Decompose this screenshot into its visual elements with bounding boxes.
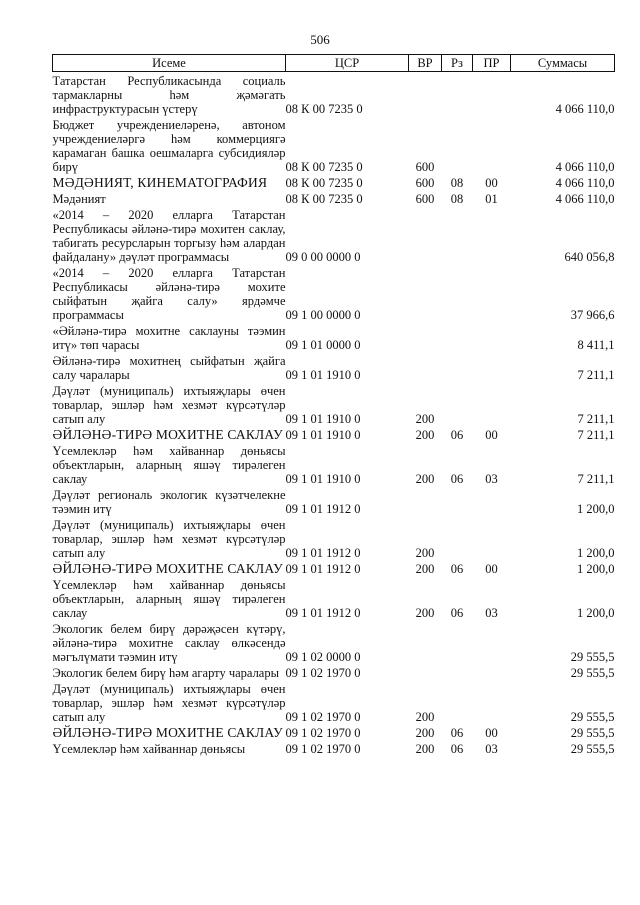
header-rz: Рз — [442, 55, 473, 72]
row-pr: 03 — [485, 742, 498, 756]
row-pr — [473, 382, 511, 426]
table-row — [53, 72, 615, 117]
row-pr — [473, 72, 511, 117]
row-csr: 09 1 01 1910 0 — [285, 472, 361, 486]
row-vr: 200 — [415, 428, 435, 442]
header-name: Исеме — [53, 55, 286, 72]
table-row — [53, 620, 615, 664]
row-rz — [442, 264, 473, 322]
row-rz: 06 — [450, 742, 464, 756]
row-sum: 4 066 110,0 — [555, 102, 615, 116]
row-csr: 08 К 00 7235 0 — [285, 192, 363, 206]
row-vr: 200 — [415, 710, 435, 724]
row-vr — [409, 664, 442, 680]
row-name: ӘЙЛӘНӘ-ТИРӘ МОХИТНЕ САКЛАУ — [52, 427, 283, 442]
row-rz — [442, 680, 473, 724]
row-vr: 200 — [415, 562, 435, 576]
row-csr: 09 1 02 1970 0 — [285, 710, 361, 724]
row-csr: 09 1 02 1970 0 — [285, 666, 361, 680]
row-pr — [473, 206, 511, 264]
row-pr — [473, 620, 511, 664]
row-name: Татарстан Республикасында социаль тармакларны һәм җәмәгать инфраструктурасын үстерү — [52, 74, 286, 116]
row-csr: 09 1 01 1910 0 — [285, 368, 361, 382]
row-name: Үсемлекләр һәм хайваннар дөньясы объектларын, аларның яшәү тирәлеген саклау — [52, 578, 286, 620]
table-row — [53, 190, 615, 206]
table-row — [53, 724, 615, 740]
table-header-row — [53, 55, 615, 72]
row-sum: 7 211,1 — [577, 428, 615, 442]
row-name: «2014 – 2020 елларга Татарстан Республикасы әйләнә-тирә мохите сыйфатын җайга салу» ярдәмче программасы — [52, 266, 286, 322]
row-name: Дәүләт (муниципаль) ихтыяҗлары өчен товарлар, эшләр һәм хезмәт күрсәтүләр сатып алу — [52, 384, 286, 426]
header-sum: Суммасы — [511, 55, 615, 72]
row-pr — [473, 352, 511, 382]
row-name: «2014 – 2020 елларга Татарстан Республикасы әйләнә-тирә мохитен саклау, табигать ресурсларын торгызу һәм алардан файдалану» дәүләт программасы — [52, 208, 286, 264]
row-rz — [442, 116, 473, 174]
row-rz — [442, 516, 473, 560]
row-csr: 08 К 00 7235 0 — [285, 176, 363, 190]
row-csr: 08 К 00 7235 0 — [285, 102, 363, 116]
row-name: Мәдәният — [52, 192, 106, 206]
row-pr — [473, 322, 511, 352]
table-row — [53, 322, 615, 352]
row-rz — [442, 352, 473, 382]
table-row — [53, 382, 615, 426]
row-vr: 200 — [415, 472, 435, 486]
row-sum: 29 555,5 — [570, 726, 615, 740]
row-rz: 06 — [450, 562, 464, 576]
row-name: Үсемлекләр һәм хайваннар дөньясы объектларын, аларның яшәү тирәлеген саклау — [52, 444, 286, 486]
row-sum: 1 200,0 — [577, 502, 615, 516]
row-rz — [442, 664, 473, 680]
row-rz: 06 — [450, 606, 464, 620]
row-vr — [409, 206, 442, 264]
row-vr: 200 — [415, 412, 435, 426]
row-vr — [409, 72, 442, 117]
row-name: Үсемлекләр һәм хайваннар дөньясы — [52, 742, 246, 756]
row-pr: 01 — [485, 192, 498, 206]
row-rz — [442, 382, 473, 426]
row-csr: 09 1 02 0000 0 — [285, 650, 361, 664]
row-vr: 200 — [415, 546, 435, 560]
row-csr: 09 1 00 0000 0 — [285, 308, 361, 322]
row-rz — [442, 620, 473, 664]
row-csr: 08 К 00 7235 0 — [285, 160, 363, 174]
row-csr: 09 1 01 0000 0 — [285, 338, 361, 352]
row-pr: 03 — [485, 606, 498, 620]
header-vr: ВР — [409, 55, 442, 72]
row-name: МӘДӘНИЯТ, КИНЕМАТОГРАФИЯ — [52, 175, 268, 190]
row-name: ӘЙЛӘНӘ-ТИРӘ МОХИТНЕ САКЛАУ — [52, 561, 283, 576]
table-row — [53, 174, 615, 190]
row-sum: 29 555,5 — [570, 742, 615, 756]
row-sum: 7 211,1 — [577, 472, 615, 486]
row-pr — [473, 264, 511, 322]
row-pr: 00 — [485, 562, 498, 576]
row-rz: 06 — [450, 428, 464, 442]
row-sum: 4 066 110,0 — [555, 192, 615, 206]
row-pr — [473, 516, 511, 560]
budget-table — [52, 54, 615, 756]
row-pr — [473, 116, 511, 174]
row-name: Экологик белем бирү һәм агарту чаралары — [52, 666, 280, 680]
row-csr: 09 1 02 1970 0 — [285, 726, 361, 740]
table-row — [53, 576, 615, 620]
table-row — [53, 516, 615, 560]
row-rz: 06 — [450, 726, 464, 740]
row-sum: 29 555,5 — [570, 666, 615, 680]
table-row — [53, 116, 615, 174]
row-rz — [442, 206, 473, 264]
row-vr: 600 — [415, 160, 435, 174]
page-number: 506 — [310, 32, 330, 47]
row-vr: 200 — [415, 606, 435, 620]
row-csr: 09 1 01 1912 0 — [285, 546, 361, 560]
row-sum: 29 555,5 — [570, 650, 615, 664]
row-name: Бюджет учреждениеләренә, автоном учреждениеләргә һәм коммерциягә карамаган башка оешмаларга субсидияләр бирү — [52, 118, 286, 174]
table-row — [53, 664, 615, 680]
row-pr: 00 — [485, 428, 498, 442]
row-csr: 09 1 01 1912 0 — [285, 606, 361, 620]
row-name: Экологик белем бирү дәрәҗәсен күтәрү, әйләнә-тирә мохитне саклау өлкәсендә мәгълүмати тәэмин итү — [52, 622, 286, 664]
row-csr: 09 0 00 0000 0 — [285, 250, 361, 264]
row-name: Дәүләт региональ экологик күзәтчелекне тәэмин итү — [52, 488, 286, 516]
row-name: Әйләнә-тирә мохитнең сыйфатын җайга салу чаралары — [52, 354, 286, 382]
row-rz: 08 — [450, 176, 464, 190]
header-csr: ЦСР — [286, 55, 409, 72]
table-row — [53, 442, 615, 486]
row-sum: 7 211,1 — [577, 368, 615, 382]
row-pr: 00 — [485, 726, 498, 740]
row-pr: 00 — [485, 176, 498, 190]
row-vr — [409, 352, 442, 382]
row-sum: 1 200,0 — [577, 606, 615, 620]
row-csr: 09 1 01 1910 0 — [285, 428, 361, 442]
row-sum: 8 411,1 — [577, 338, 615, 352]
table-row — [53, 680, 615, 724]
row-pr — [473, 680, 511, 724]
row-sum: 37 966,6 — [570, 308, 615, 322]
row-sum: 640 056,8 — [564, 250, 615, 264]
row-rz: 08 — [450, 192, 464, 206]
row-name: «Әйләнә-тирә мохитне саклауны тәэмин итү» төп чарасы — [52, 324, 286, 352]
table-row — [53, 206, 615, 264]
row-vr: 600 — [415, 192, 435, 206]
row-vr — [409, 322, 442, 352]
table-row — [53, 560, 615, 576]
row-pr: 03 — [485, 472, 498, 486]
row-sum: 1 200,0 — [577, 546, 615, 560]
row-sum: 4 066 110,0 — [555, 176, 615, 190]
row-pr — [473, 664, 511, 680]
row-csr: 09 1 01 1912 0 — [285, 562, 361, 576]
row-csr: 09 1 01 1910 0 — [285, 412, 361, 426]
row-name: ӘЙЛӘНӘ-ТИРӘ МОХИТНЕ САКЛАУ — [52, 725, 283, 740]
row-vr — [409, 486, 442, 516]
row-rz: 06 — [450, 472, 464, 486]
row-vr — [409, 620, 442, 664]
row-sum: 4 066 110,0 — [555, 160, 615, 174]
row-name: Дәүләт (муниципаль) ихтыяҗлары өчен товарлар, эшләр һәм хезмәт күрсәтүләр сатып алу — [52, 682, 286, 724]
row-csr: 09 1 02 1970 0 — [285, 742, 361, 756]
table-row — [53, 352, 615, 382]
row-pr — [473, 486, 511, 516]
row-sum: 7 211,1 — [577, 412, 615, 426]
row-sum: 1 200,0 — [577, 562, 615, 576]
row-vr: 200 — [415, 726, 435, 740]
header-pr: ПР — [473, 55, 511, 72]
row-vr — [409, 264, 442, 322]
row-sum: 29 555,5 — [570, 710, 615, 724]
table-row — [53, 264, 615, 322]
row-name: Дәүләт (муниципаль) ихтыяҗлары өчен товарлар, эшләр һәм хезмәт күрсәтүләр сатып алу — [52, 518, 286, 560]
row-rz — [442, 486, 473, 516]
row-csr: 09 1 01 1912 0 — [285, 502, 361, 516]
row-rz — [442, 72, 473, 117]
table-row — [53, 740, 615, 756]
row-vr: 200 — [415, 742, 435, 756]
table-row — [53, 486, 615, 516]
table-row — [53, 426, 615, 442]
row-rz — [442, 322, 473, 352]
row-vr: 600 — [415, 176, 435, 190]
